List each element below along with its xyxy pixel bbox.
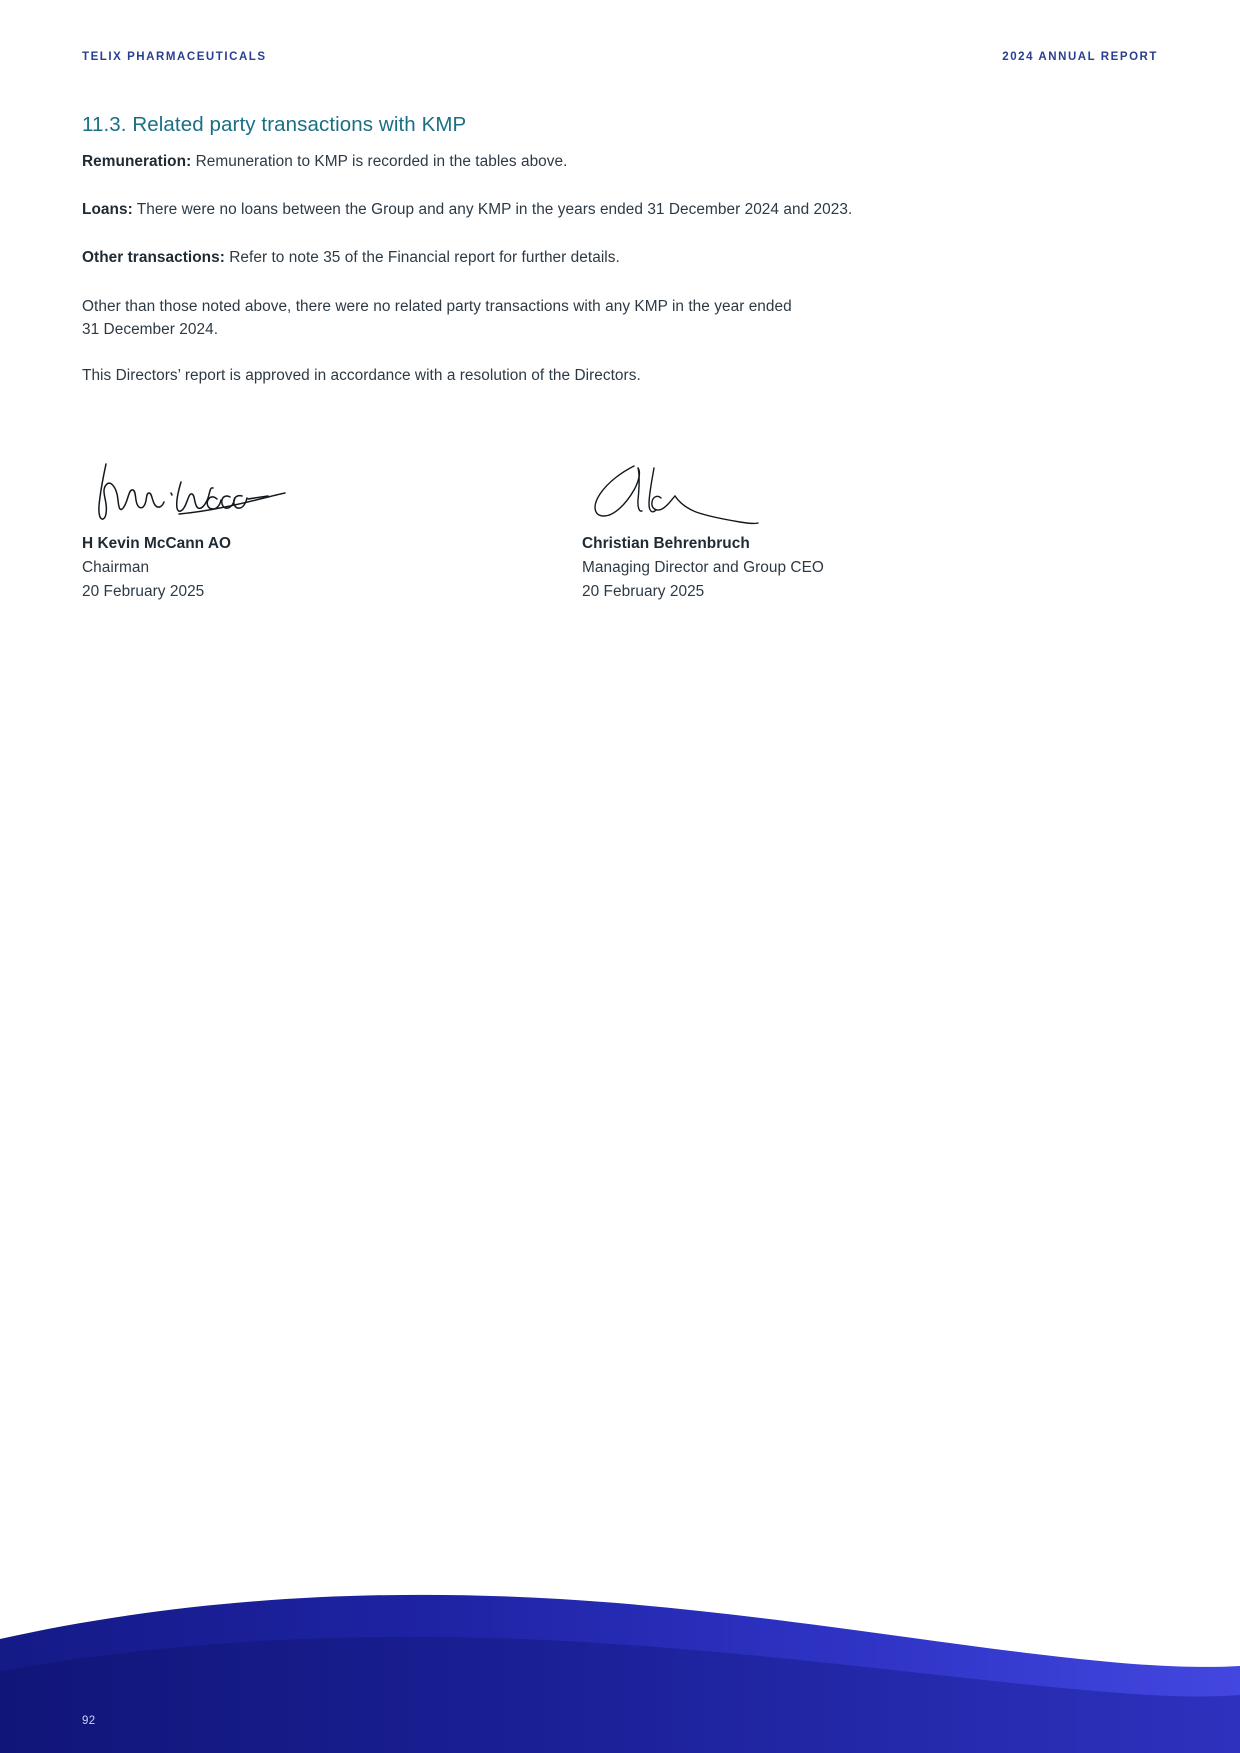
paragraph-remuneration-lead: Remuneration: [82,152,192,170]
signatory-name-ceo: Christian Behrenbruch [582,535,750,552]
section-heading: 11.3. Related party transactions with KMP [82,113,467,136]
paragraph-other-transactions [82,246,1082,269]
signature-area [82,440,1082,604]
paragraph-no-related-party-line2: 31 December 2024. [82,321,219,339]
paragraph-loans-text: There were no loans between the Group and any KMP in the years ended 31 December 2024 and 2023. [132,201,853,219]
paragraph-loans [82,198,1082,221]
signatory-block-ceo [582,440,1082,604]
signatory-date-chairman: 20 February 2025 [82,582,205,600]
footer-wave-graphic [0,1543,1240,1753]
paragraph-no-related-party [82,295,1082,342]
signatory-role-chairman: Chairman [82,558,150,576]
signatory-name-chairman: H Kevin McCann AO [82,535,232,552]
paragraph-loans-lead: Loans: [82,201,133,219]
page-number: 92 [82,1715,96,1727]
signatory-date-ceo: 20 February 2025 [582,582,705,600]
paragraph-remuneration [82,150,1082,173]
paragraph-other-transactions-lead: Other transactions: [82,249,225,267]
signature-h-kevin-mccann [82,440,582,532]
paragraph-other-transactions-text: Refer to note 35 of the Financial report for further details. [224,249,620,267]
page-content [82,112,1082,387]
paragraph-remuneration-text: Remuneration to KMP is recorded in the tables above. [191,152,568,170]
paragraph-approval: This Directors’ report is approved in accordance with a resolution of the Directors. [82,366,641,384]
header-company-name: TELIX PHARMACEUTICALS [82,51,267,63]
signature-christian-behrenbruch [582,440,1082,532]
header-report-title: 2024 ANNUAL REPORT [1002,51,1158,63]
paragraph-no-related-party-line1: Other than those noted above, there were no related party transactions with any KMP in the year ended [82,297,792,315]
signatory-block-chairman [82,440,582,604]
signatory-role-ceo: Managing Director and Group CEO [582,558,824,576]
running-header [82,48,1158,66]
